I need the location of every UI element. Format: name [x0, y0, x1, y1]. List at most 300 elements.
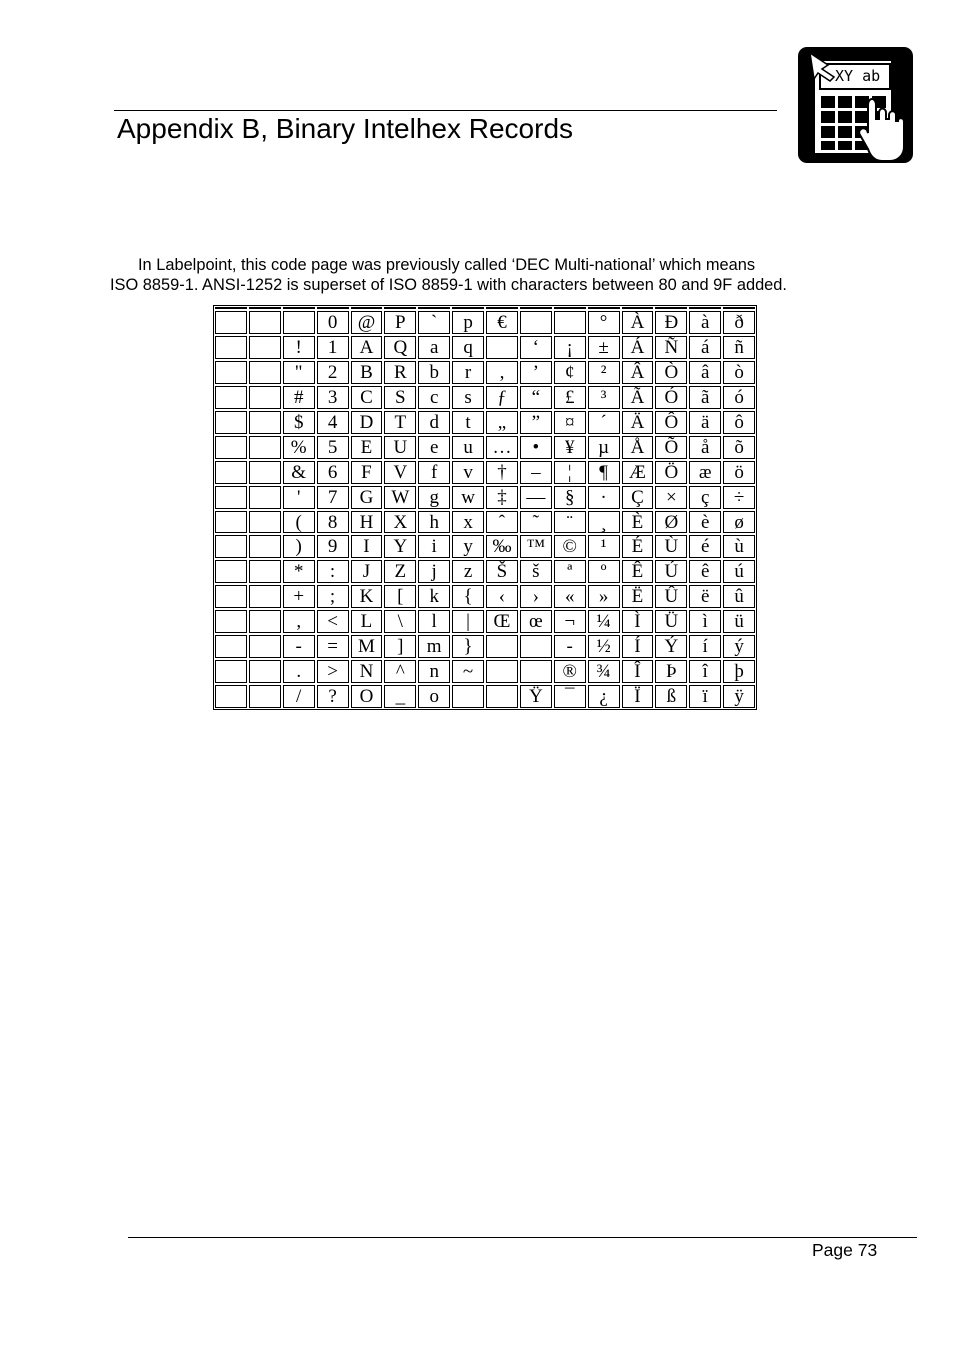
- table-cell: h: [418, 511, 450, 534]
- table-cell: [486, 635, 518, 658]
- table-cell: ò: [723, 361, 755, 384]
- table-cell: …: [486, 436, 518, 459]
- table-cell: ?: [317, 685, 349, 708]
- table-cell: O: [351, 685, 383, 708]
- table-cell: [249, 610, 281, 633]
- table-cell: „: [486, 411, 518, 434]
- table-cell: È: [622, 511, 654, 534]
- table-cell: 2: [317, 361, 349, 384]
- table-cell: ¶: [588, 461, 620, 484]
- table-cell: g: [418, 486, 450, 509]
- table-cell: Œ: [486, 610, 518, 633]
- table-cell: û: [723, 585, 755, 608]
- table-cell: ‹: [486, 585, 518, 608]
- table-cell: ÿ: [723, 685, 755, 708]
- table-cell: [249, 511, 281, 534]
- table-cell: W: [384, 486, 416, 509]
- table-cell: Ý: [655, 635, 687, 658]
- intro-line-2: ISO 8859-1. ANSI-1252 is superset of ISO 8859-1 with characters between 80 and 9F added.: [110, 276, 787, 294]
- table-cell: a: [418, 336, 450, 359]
- table-row: [215, 411, 755, 434]
- table-cell: z: [452, 560, 484, 583]
- table-cell: [249, 535, 281, 558]
- table-row: [215, 610, 755, 633]
- table-cell: þ: [723, 660, 755, 683]
- table-cell: <: [317, 610, 349, 633]
- table-cell: [215, 486, 247, 509]
- table-cell: •: [520, 436, 552, 459]
- logo-text: XY ab: [835, 67, 881, 85]
- table-cell: ì: [689, 610, 721, 633]
- table-cell: [215, 386, 247, 409]
- table-cell: ¡: [554, 336, 586, 359]
- table-cell: [655, 307, 687, 309]
- table-cell: å: [689, 436, 721, 459]
- table-cell: ù: [723, 535, 755, 558]
- table-cell: T: [384, 411, 416, 434]
- table-cell: Ù: [655, 535, 687, 558]
- table-cell: ý: [723, 635, 755, 658]
- table-cell: [418, 307, 450, 309]
- table-cell: n: [418, 660, 450, 683]
- table-cell: ï: [689, 685, 721, 708]
- table-cell: é: [689, 535, 721, 558]
- table-cell: Ä: [622, 411, 654, 434]
- table-cell: ’: [520, 361, 552, 384]
- table-row: [215, 486, 755, 509]
- table-cell: µ: [588, 436, 620, 459]
- table-cell: [452, 685, 484, 708]
- table-cell: Æ: [622, 461, 654, 484]
- table-cell: ”: [520, 411, 552, 434]
- intro-paragraph: [110, 255, 850, 295]
- character-table-frame: [213, 305, 757, 710]
- intro-line-1: In Labelpoint, this code page was previously called ‘DEC Multi-national’ which means: [138, 256, 756, 274]
- table-cell: m: [418, 635, 450, 658]
- table-cell: |: [452, 610, 484, 633]
- table-cell: š: [520, 560, 552, 583]
- table-cell: °: [588, 311, 620, 334]
- table-cell: õ: [723, 436, 755, 459]
- table-cell: ô: [723, 411, 755, 434]
- table-cell: Ñ: [655, 336, 687, 359]
- table-cell: C: [351, 386, 383, 409]
- table-cell: è: [689, 511, 721, 534]
- table-cell: b: [418, 361, 450, 384]
- table-cell: ä: [689, 411, 721, 434]
- table-cell: ø: [723, 511, 755, 534]
- table-cell: ç: [689, 486, 721, 509]
- table-cell: &: [283, 461, 315, 484]
- table-row: [215, 685, 755, 708]
- table-cell: Í: [622, 635, 654, 658]
- table-cell: H: [351, 511, 383, 534]
- table-cell: ¾: [588, 660, 620, 683]
- table-cell: ·: [588, 486, 620, 509]
- table-cell: #: [283, 386, 315, 409]
- table-cell: 9: [317, 535, 349, 558]
- table-cell: A: [351, 336, 383, 359]
- table-cell: Ÿ: [520, 685, 552, 708]
- table-cell: ÷: [723, 486, 755, 509]
- table-cell: ó: [723, 386, 755, 409]
- table-cell: Ê: [622, 560, 654, 583]
- table-cell: ë: [689, 585, 721, 608]
- table-cell: »: [588, 585, 620, 608]
- table-cell: [215, 660, 247, 683]
- table-cell: [249, 436, 281, 459]
- table-cell: \: [384, 610, 416, 633]
- table-cell: [452, 307, 484, 309]
- table-cell: Ú: [655, 560, 687, 583]
- table-cell: ¬: [554, 610, 586, 633]
- table-row: [215, 511, 755, 534]
- table-cell: D: [351, 411, 383, 434]
- table-cell: 7: [317, 486, 349, 509]
- table-cell: [520, 311, 552, 334]
- table-cell: (: [283, 511, 315, 534]
- table-cell: ˆ: [486, 511, 518, 534]
- table-cell: Å: [622, 436, 654, 459]
- table-cell: 1: [317, 336, 349, 359]
- table-row: [215, 535, 755, 558]
- table-cell: {: [452, 585, 484, 608]
- table-cell: e: [418, 436, 450, 459]
- table-cell: [249, 386, 281, 409]
- table-cell: í: [689, 635, 721, 658]
- table-cell: 3: [317, 386, 349, 409]
- table-cell: ñ: [723, 336, 755, 359]
- table-cell: [317, 307, 349, 309]
- table-cell: ³: [588, 386, 620, 409]
- table-cell: c: [418, 386, 450, 409]
- table-cell: Ð: [655, 311, 687, 334]
- table-cell: [249, 486, 281, 509]
- table-cell: ¦: [554, 461, 586, 484]
- character-table-body: [215, 307, 755, 708]
- table-cell: [249, 361, 281, 384]
- table-cell: Þ: [655, 660, 687, 683]
- table-cell: ¹: [588, 535, 620, 558]
- table-cell: ú: [723, 560, 755, 583]
- table-cell: w: [452, 486, 484, 509]
- table-cell: Š: [486, 560, 518, 583]
- table-cell: x: [452, 511, 484, 534]
- table-cell: ™: [520, 535, 552, 558]
- table-cell: [486, 336, 518, 359]
- table-cell: ü: [723, 610, 755, 633]
- table-cell: Õ: [655, 436, 687, 459]
- table-cell: †: [486, 461, 518, 484]
- table-cell: à: [689, 311, 721, 334]
- table-cell: [283, 311, 315, 334]
- table-cell: [215, 535, 247, 558]
- table-cell: –: [520, 461, 552, 484]
- table-cell: f: [418, 461, 450, 484]
- table-cell: l: [418, 610, 450, 633]
- table-cell: r: [452, 361, 484, 384]
- table-cell: [215, 585, 247, 608]
- table-cell: u: [452, 436, 484, 459]
- table-cell: [486, 660, 518, 683]
- table-cell: Ü: [655, 610, 687, 633]
- table-row: [215, 461, 755, 484]
- table-cell: +: [283, 585, 315, 608]
- table-cell: `: [418, 311, 450, 334]
- table-cell: q: [452, 336, 484, 359]
- table-cell: J: [351, 560, 383, 583]
- table-cell: [215, 560, 247, 583]
- table-cell: [520, 635, 552, 658]
- table-cell: Ï: [622, 685, 654, 708]
- table-cell: ¿: [588, 685, 620, 708]
- table-cell: É: [622, 535, 654, 558]
- table-row: [215, 307, 755, 309]
- table-cell: ,: [283, 610, 315, 633]
- table-cell: º: [588, 560, 620, 583]
- table-cell: [215, 411, 247, 434]
- table-cell: Ì: [622, 610, 654, 633]
- table-cell: }: [452, 635, 484, 658]
- table-cell: ^: [384, 660, 416, 683]
- table-cell: ®: [554, 660, 586, 683]
- table-cell: ¢: [554, 361, 586, 384]
- table-cell: E: [351, 436, 383, 459]
- table-cell: [554, 307, 586, 309]
- table-cell: [520, 307, 552, 309]
- table-cell: [249, 635, 281, 658]
- table-cell: ö: [723, 461, 755, 484]
- table-cell: F: [351, 461, 383, 484]
- table-cell: [351, 307, 383, 309]
- table-cell: -: [283, 635, 315, 658]
- table-cell: [249, 411, 281, 434]
- table-cell: [215, 511, 247, 534]
- table-cell: ): [283, 535, 315, 558]
- table-cell: [215, 307, 247, 309]
- table-cell: 6: [317, 461, 349, 484]
- table-cell: >: [317, 660, 349, 683]
- table-cell: k: [418, 585, 450, 608]
- table-cell: G: [351, 486, 383, 509]
- table-cell: Á: [622, 336, 654, 359]
- table-cell: j: [418, 560, 450, 583]
- table-cell: [215, 336, 247, 359]
- table-cell: y: [452, 535, 484, 558]
- table-cell: ;: [317, 585, 349, 608]
- table-cell: [249, 660, 281, 683]
- table-cell: N: [351, 660, 383, 683]
- table-cell: Ó: [655, 386, 687, 409]
- table-cell: P: [384, 311, 416, 334]
- table-cell: o: [418, 685, 450, 708]
- table-cell: [520, 660, 552, 683]
- table-cell: [249, 585, 281, 608]
- table-cell: [283, 307, 315, 309]
- table-cell: [554, 311, 586, 334]
- table-cell: [384, 307, 416, 309]
- table-cell: [588, 307, 620, 309]
- table-cell: *: [283, 560, 315, 583]
- table-cell: ›: [520, 585, 552, 608]
- table-cell: á: [689, 336, 721, 359]
- table-row: [215, 560, 755, 583]
- table-cell: d: [418, 411, 450, 434]
- table-cell: [215, 685, 247, 708]
- table-cell: Ë: [622, 585, 654, 608]
- table-cell: $: [283, 411, 315, 434]
- table-cell: K: [351, 585, 383, 608]
- table-cell: Ò: [655, 361, 687, 384]
- table-cell: ˜: [520, 511, 552, 534]
- table-cell: [215, 361, 247, 384]
- table-cell: Û: [655, 585, 687, 608]
- table-cell: Z: [384, 560, 416, 583]
- table-cell: [215, 635, 247, 658]
- table-cell: [249, 685, 281, 708]
- table-cell: ã: [689, 386, 721, 409]
- table-cell: 4: [317, 411, 349, 434]
- table-cell: ‡: [486, 486, 518, 509]
- table-cell: [249, 461, 281, 484]
- table-row: [215, 311, 755, 334]
- table-cell: ê: [689, 560, 721, 583]
- table-cell: [486, 307, 518, 309]
- table-cell: Ô: [655, 411, 687, 434]
- table-cell: i: [418, 535, 450, 558]
- table-cell: Ã: [622, 386, 654, 409]
- table-cell: ©: [554, 535, 586, 558]
- table-cell: ": [283, 361, 315, 384]
- table-cell: ¯: [554, 685, 586, 708]
- table-cell: [249, 560, 281, 583]
- table-cell: ±: [588, 336, 620, 359]
- page-title: Appendix B, Binary Intelhex Records: [117, 113, 574, 144]
- table-cell: œ: [520, 610, 552, 633]
- table-cell: Â: [622, 361, 654, 384]
- table-cell: _: [384, 685, 416, 708]
- character-table: [213, 305, 757, 710]
- table-cell: [215, 461, 247, 484]
- table-cell: @: [351, 311, 383, 334]
- table-cell: %: [283, 436, 315, 459]
- table-cell: .: [283, 660, 315, 683]
- table-cell: £: [554, 386, 586, 409]
- table-cell: p: [452, 311, 484, 334]
- table-cell: ð: [723, 311, 755, 334]
- table-cell: [215, 610, 247, 633]
- table-cell: ‚: [486, 361, 518, 384]
- table-cell: ß: [655, 685, 687, 708]
- table-cell: [486, 685, 518, 708]
- table-cell: [689, 307, 721, 309]
- table-row: [215, 386, 755, 409]
- table-cell: ¨: [554, 511, 586, 534]
- table-row: [215, 635, 755, 658]
- table-cell: U: [384, 436, 416, 459]
- table-cell: ~: [452, 660, 484, 683]
- table-cell: §: [554, 486, 586, 509]
- table-cell: [215, 311, 247, 334]
- table-cell: 5: [317, 436, 349, 459]
- table-cell: V: [384, 461, 416, 484]
- table-cell: ‰: [486, 535, 518, 558]
- table-cell: R: [384, 361, 416, 384]
- calculator-hand-icon: [798, 47, 913, 163]
- table-cell: â: [689, 361, 721, 384]
- table-cell: [723, 307, 755, 309]
- table-cell: 8: [317, 511, 349, 534]
- table-cell: -: [554, 635, 586, 658]
- table-cell: Ø: [655, 511, 687, 534]
- footer-rule: [128, 1237, 917, 1238]
- table-cell: t: [452, 411, 484, 434]
- table-cell: [215, 436, 247, 459]
- table-cell: ]: [384, 635, 416, 658]
- table-cell: ¤: [554, 411, 586, 434]
- table-cell: L: [351, 610, 383, 633]
- table-cell: “: [520, 386, 552, 409]
- table-cell: X: [384, 511, 416, 534]
- table-row: [215, 361, 755, 384]
- table-cell: v: [452, 461, 484, 484]
- table-cell: —: [520, 486, 552, 509]
- table-cell: Y: [384, 535, 416, 558]
- table-cell: ': [283, 486, 315, 509]
- table-cell: 0: [317, 311, 349, 334]
- table-cell: ‘: [520, 336, 552, 359]
- table-cell: =: [317, 635, 349, 658]
- table-row: [215, 585, 755, 608]
- table-cell: ¼: [588, 610, 620, 633]
- table-cell: ´: [588, 411, 620, 434]
- table-cell: /: [283, 685, 315, 708]
- table-cell: I: [351, 535, 383, 558]
- table-cell: :: [317, 560, 349, 583]
- table-cell: ×: [655, 486, 687, 509]
- table-cell: Ö: [655, 461, 687, 484]
- table-row: [215, 436, 755, 459]
- table-row: [215, 660, 755, 683]
- table-cell: ²: [588, 361, 620, 384]
- table-cell: ª: [554, 560, 586, 583]
- table-cell: Ç: [622, 486, 654, 509]
- table-cell: [249, 307, 281, 309]
- table-cell: M: [351, 635, 383, 658]
- table-cell: [249, 311, 281, 334]
- table-row: [215, 336, 755, 359]
- table-cell: À: [622, 311, 654, 334]
- table-cell: ¥: [554, 436, 586, 459]
- table-cell: [249, 336, 281, 359]
- table-cell: [: [384, 585, 416, 608]
- table-cell: ƒ: [486, 386, 518, 409]
- table-cell: S: [384, 386, 416, 409]
- table-cell: «: [554, 585, 586, 608]
- page-number: Page 73: [812, 1240, 878, 1260]
- table-cell: î: [689, 660, 721, 683]
- table-cell: ¸: [588, 511, 620, 534]
- table-cell: Î: [622, 660, 654, 683]
- table-cell: æ: [689, 461, 721, 484]
- table-cell: ½: [588, 635, 620, 658]
- table-cell: €: [486, 311, 518, 334]
- table-cell: !: [283, 336, 315, 359]
- table-cell: s: [452, 386, 484, 409]
- table-cell: [622, 307, 654, 309]
- table-cell: Q: [384, 336, 416, 359]
- table-cell: B: [351, 361, 383, 384]
